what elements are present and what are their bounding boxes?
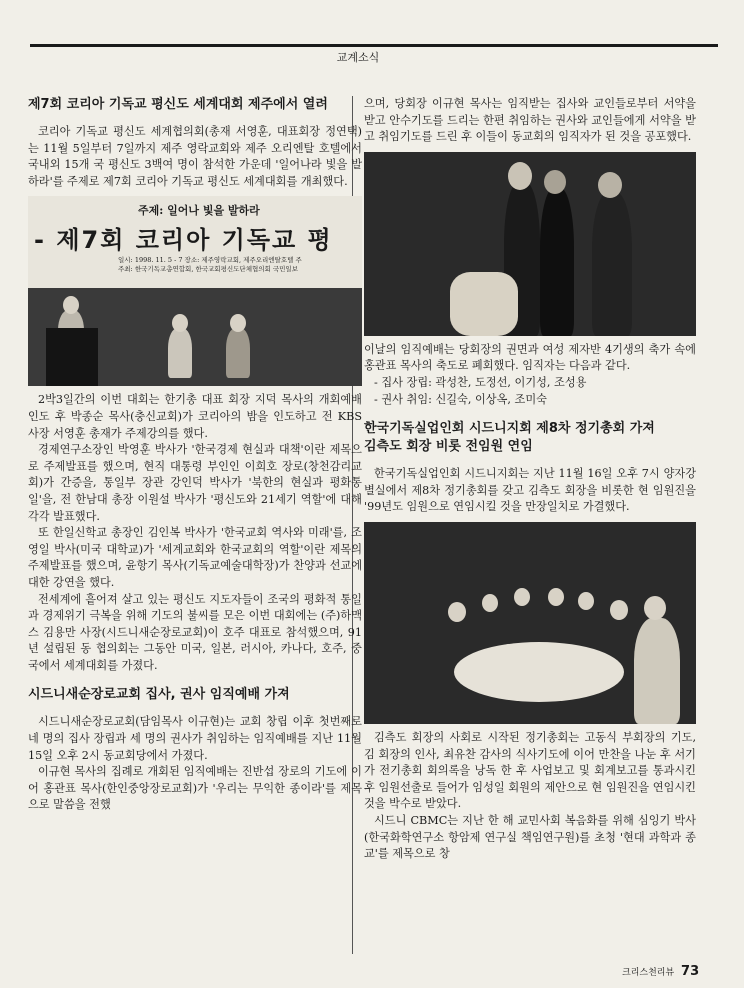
attendee-head [548,588,564,606]
article3-subheadline: 김측도 회장 비롯 전임원 연임 [364,439,533,455]
attendee-head [610,600,628,620]
article2-headline: 시드니새순장로교회 집사, 권사 임직예배 가져 [28,687,290,703]
event-banner [28,196,362,288]
article1-headline: 제7회 코리아 기독교 평신도 세계대회 제주에서 열려 [28,97,328,112]
banner-details [118,256,358,274]
round-table [454,642,624,702]
kneeling-figure [450,272,518,336]
article3-headline: 한국기독실업인회 시드니지회 제8차 정기총회 가져 [364,421,655,437]
ordination-list-item: - 집사 장립: 곽성찬, 도정선, 이기성, 조성용 [374,375,587,389]
person-head [508,162,532,190]
page-footer [622,964,699,979]
attendee-figure [634,618,680,724]
ordination-photo [364,152,696,336]
meeting-photo [364,522,696,724]
publication-name: 크리스천리뷰 [622,968,675,978]
conference-photo [28,196,362,386]
person-figure [592,192,632,336]
attendee-head [448,602,466,622]
article2-paragraph: 이규현 목사의 집례로 개회된 임직예배는 진반섭 장로의 기도에 이어 홍관표 목사(한인중앙장로교회)가 '우리는 무익한 종이라'를 제목으로 말씀을 전했 [28,765,362,812]
person-figure [540,188,574,336]
section-label: 교계소식 [336,51,380,64]
banner-theme: 주제: 일어나 빛을 발하라 [138,204,260,218]
article1-paragraph: 경제연구소장인 박영훈 박사가 '한국경제 현실과 대책'이란 제목으로 주제발표를 했으며, 현직 대통령 부인인 이희호 장로(창천감리교회)가 간증을, 통일부 장관 강인덕 박사가 '북한의 현실과 평화통일'을, 전 한남대 총장 이원설 박사가 '평신도와 21세기 역할'에 대해 각각 발표했다. [28,443,362,523]
article3-paragraph: 시드니 CBMC는 지난 한 해 교민사회 복음화를 위해 심잉기 박사(한국화학연구소 항암제 연구실 책임연구원)를 초청 '현대 과학과 종교'를 제목으로 창 [364,813,696,861]
article1-paragraph: 또 한일신학교 총장인 김인복 박사가 '한국교회 역사와 미래'를, 조영일 박사(미국 대학교)가 '세계교회와 한국교회의 역할'이란 제목의 주제발표를 했으며, 윤항기 목사(기독교예술대학장)가 찬양과 선교에 대한 강연을 했다. [28,526,362,589]
banner-detail-line: 주최: 한국기독교총연합회, 한국교회평신도단체협의회 국민일보 [118,265,298,274]
article1-paragraph: 전세계에 흩어져 살고 있는 평신도 지도자들이 조국의 평화적 통일과 경제위기 극복을 위해 기도의 불씨를 모은 이번 대회에는 (주)하맥스 김용만 사장(시드니새순장로교회)이 호주 대표로 참석했으며, 91년 설립된 동 협의회는 그동안 미국, 일본, 러시아, 카나다, 호주, 중국에서 세계대회를 가졌다. [28,592,362,672]
article3-paragraph: 김측도 회장의 사회로 시작된 정기총회는 고동식 부회장의 기도, 김 회장의 인사, 최유찬 감사의 식사기도에 이어 만찬을 나눈 후 서기가 전기총회 회의록을 낭독 한 후 사업보고 및 회계보고를 통과시킨 후 임원선출로 들어가 임성일 회원의 제안으로 현 임원진을 연임시킨 것을 박수로 받았다. [364,730,696,811]
article1-paragraph: 2박3일간의 이번 대회는 한기총 대표 회장 지덕 목사의 개회예배 인도 후 박종순 목사(충신교회)가 코리아의 밤을 인도하고 전 KBS 사장 서영훈 총재가 주제강의를 했다. [28,393,362,440]
banner-detail-line: 일시: 1998. 11. 5 - 7 장소: 제주영락교회, 제주오리엔탈호텔 주 [118,256,302,265]
article3-paragraph: 한국기독실업인회 시드니지회는 지난 11월 16일 오후 7시 양자강 별실에서 제8차 정기총회를 갖고 김측도 회장을 비롯한 현 임원진을 '99년도 임원으로 연임시킬 것을 만장일치로 가결했다. [364,467,696,514]
person-head [598,172,622,198]
banner-title: - 제7회 코리아 기독교 평 [34,226,333,255]
article2-paragraph: 시드니새순장로교회(담임목사 이규현)는 교회 창립 이후 첫번째로 네 명의 집사 장립과 세 명의 권사가 취임하는 임직예배를 지난 11월 15일 오후 2시 동교회당에서 가졌다. [28,715,362,762]
left-column [28,96,362,814]
attendee-head [644,596,666,620]
seated-figure [226,328,250,378]
person-head [544,170,566,194]
attendee-head [578,592,594,610]
right-column [364,96,696,863]
attendee-head [514,588,530,606]
ordination-list-item: - 권사 취임: 신길숙, 이상옥, 조미숙 [374,392,547,406]
article1-paragraph: 코리아 기독교 평신도 세계협의회(총재 서영훈, 대표회장 정연택)는 11월 5일부터 7일까지 제주 영락교회와 제주 오리엔탈 호텔에서 국내외 15개 국 평신도 3백여 명이 참석한 가운데 '일어나라 빛을 발하라'를 주제로 제7회 코리아 기독교 평신도 세계대회를 개최했다. [28,125,362,188]
stage-scene [28,288,362,386]
article2-continuation: 으며, 당회장 이규현 목사는 임직받는 집사와 교인들로부터 서약을 받고 안수기도를 드리는 한편 취임하는 권사와 교인들에게 서약을 받고 취임기도를 드린 후 이들이 동교회의 임직자가 된 것을 공포했다. [364,97,696,144]
podium [46,328,98,386]
attendee-head [482,594,498,612]
header-rule [30,44,718,47]
seated-figure [168,328,192,378]
page-number: 73 [681,964,700,979]
ordination-caption: 이날의 임직예배는 당회장의 권면과 여성 제자반 4기생의 축가 속에 홍관표 목사의 축도로 폐회했다. 임직자는 다음과 같다. [364,342,696,373]
